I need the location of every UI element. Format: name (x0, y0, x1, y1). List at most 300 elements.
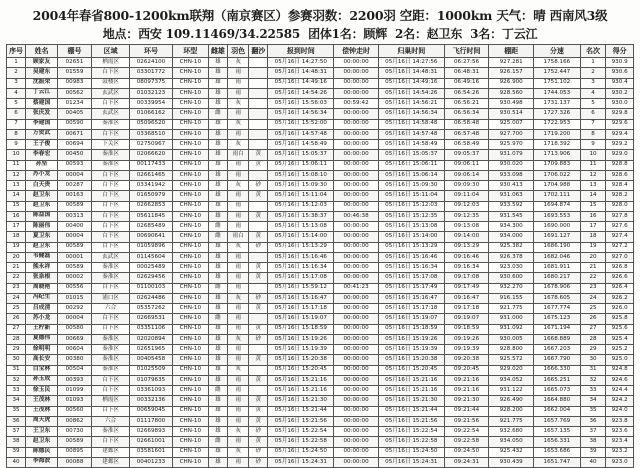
table-cell: 5 (7, 99, 26, 109)
table-cell: CHN-10 (172, 191, 208, 201)
table-cell: 1718.392 (534, 140, 581, 150)
table-cell: 黄 (249, 355, 268, 365)
table-cell: 00:00:00 (334, 304, 379, 314)
table-cell: 00589 (58, 263, 92, 273)
table-cell: 00:00:00 (334, 150, 379, 160)
table-cell: 31 (7, 365, 26, 375)
table-cell: 01059896 (130, 242, 173, 252)
table-cell: 灰 (228, 140, 249, 150)
table-cell: 白下区 (92, 375, 130, 385)
table-cell: 05月16日 14:48:31 (268, 68, 334, 78)
table-row (7, 324, 634, 334)
table-row (7, 345, 634, 355)
table-cell: 00:00:00 (334, 201, 379, 211)
table-cell: 00:00:00 (334, 170, 379, 180)
table-cell: 05月16日 15:18:59 (268, 324, 334, 334)
table-cell: 05月16日 14:54:26 (268, 88, 334, 98)
table-cell: 934.052 (489, 375, 534, 385)
table-cell: CHN-10 (172, 150, 208, 160)
table-row (7, 437, 634, 447)
table-cell: 26 (580, 314, 606, 324)
table-cell: 05月16日 15:21:44 (378, 406, 444, 416)
table-cell: 06:54:26 (444, 88, 489, 98)
table-cell: 1678.605 (534, 293, 581, 303)
table-cell: 09:22:58 (444, 437, 489, 447)
table-cell: 03301772 (130, 68, 173, 78)
table-cell: 00604 (58, 345, 92, 355)
table-cell: 09:17:18 (444, 304, 489, 314)
table-cell: 玄武区 (92, 109, 130, 119)
table-cell: 4 (580, 88, 606, 98)
table-cell: 01099 (58, 386, 92, 396)
table-cell: 00:59:42 (334, 99, 379, 109)
table-cell: 12 (580, 170, 606, 180)
table-cell: 05月16日 15:19:26 (378, 334, 444, 344)
table-cell: 李春宏 (26, 150, 58, 160)
table-cell: 00:00:00 (334, 416, 379, 426)
table-cell: 黄 (249, 304, 268, 314)
table-cell: 11 (7, 160, 26, 170)
table-cell (249, 252, 268, 262)
table-cell: 雄 (208, 427, 227, 437)
table-cell (249, 78, 268, 88)
table-cell: 01093 (58, 396, 92, 406)
table-cell: 15 (580, 201, 606, 211)
table-cell: 秦淮区 (92, 273, 130, 283)
table-cell: 38 (580, 437, 606, 447)
table-cell: 雌 (208, 283, 227, 293)
table-cell: 白下区 (92, 222, 130, 232)
table-cell: 06:58:48 (444, 119, 489, 129)
table-cell: 黄 (249, 375, 268, 385)
table-cell: 00393 (58, 375, 92, 385)
table-cell: 雨 (228, 201, 249, 211)
table-cell: 雨 (228, 324, 249, 334)
table-cell: 09:12:03 (444, 201, 489, 211)
table-cell: CHN-10 (172, 129, 208, 139)
table-cell: 雨 (228, 457, 249, 467)
table-cell: 1678.906 (534, 283, 581, 293)
table-cell: 39 (7, 447, 26, 457)
table-cell: 雨 (228, 416, 249, 426)
table-cell: 00:00:00 (334, 68, 379, 78)
table-cell: 00:00:00 (334, 191, 379, 201)
table-cell: 930.9 (606, 58, 634, 68)
table-cell: 下关区 (92, 140, 130, 150)
table-cell: 02662853 (130, 201, 173, 211)
table-cell: 01234 (58, 99, 92, 109)
table-cell: 01015 (58, 293, 92, 303)
table-cell (249, 365, 268, 375)
table-cell: 00380 (58, 355, 92, 365)
table-cell: 黄 (249, 150, 268, 160)
table-cell: 923.030 (489, 263, 534, 273)
table-cell: 白天贵 (26, 181, 58, 191)
table-cell: 05月16日 14:58:48 (378, 119, 444, 129)
table-cell: 930.514 (489, 109, 534, 119)
table-cell: 黄 (249, 263, 268, 273)
table-cell: 925.6 (606, 324, 634, 334)
table-cell: 40 (580, 457, 606, 467)
table-cell: 1752.447 (534, 68, 581, 78)
table-cell: 雄 (208, 191, 227, 201)
table-cell: 1704.988 (534, 181, 581, 191)
table-cell: 03361093 (130, 386, 173, 396)
document-title: 2004年春省800-1200km联翔（南京赛区）参赛羽数：2200羽 空距：1000km 天气：晴 西南风3级 (32, 8, 608, 23)
table-cell: CHN-10 (172, 242, 208, 252)
table-cell: 923.0 (606, 457, 634, 467)
table-cell: 05月16日 15:20:45 (378, 365, 444, 375)
table-cell: 雄 (208, 201, 227, 211)
table-cell: 05月16日 14:49:16 (378, 78, 444, 88)
table-cell: 雨 (228, 191, 249, 201)
table-cell: 雨 (228, 160, 249, 170)
table-cell: 灰 (228, 365, 249, 375)
table-cell: 35 (7, 406, 26, 416)
table-cell: CHN-10 (172, 437, 208, 447)
table-cell: 00:00:00 (334, 386, 379, 396)
table-cell: 928.800 (489, 345, 534, 355)
table-cell: 06:57:48 (444, 129, 489, 139)
column-header: 得分 (606, 45, 634, 58)
table-cell: 00:00:00 (334, 447, 379, 457)
table-cell: 雄 (208, 140, 227, 150)
table-row (7, 365, 634, 375)
table-cell: 05月16日 14:56:34 (378, 109, 444, 119)
table-cell: 00:46:38 (334, 211, 379, 221)
table-cell: 05月16日 15:20:45 (268, 365, 334, 375)
table-cell (249, 283, 268, 293)
table-cell: 928.8 (606, 160, 634, 170)
table-cell (249, 99, 268, 109)
table-cell: 陈益国 (26, 211, 58, 221)
table-cell: 冯纪生 (26, 293, 58, 303)
table-cell: 926.900 (489, 78, 534, 88)
table-cell: 23 (7, 283, 26, 293)
table-cell: 923.2 (606, 447, 634, 457)
table-cell: CHN-10 (172, 263, 208, 273)
table-cell: 01079635 (130, 375, 173, 385)
table-cell: 黄 (249, 232, 268, 242)
table-cell: 05月16日 15:20:38 (268, 355, 334, 365)
table-cell: 6 (7, 109, 26, 119)
table-cell: 05月16日 15:17:08 (268, 273, 334, 283)
table-cell: 09:21:56 (444, 416, 489, 426)
table-cell: 1751.102 (534, 78, 581, 88)
table-row (7, 334, 634, 344)
table-cell: 王柠新 (26, 324, 58, 334)
table-cell: 931.079 (489, 150, 534, 160)
column-header: 报到时间 (268, 45, 334, 58)
table-cell: 05月16日 15:59:12 (268, 283, 334, 293)
table-cell: 六合 (92, 304, 130, 314)
table-row (7, 283, 634, 293)
table-cell: 929.6 (606, 119, 634, 129)
table-cell (249, 170, 268, 180)
table-row (7, 355, 634, 365)
table-cell: 05月16日 15:16:47 (268, 293, 334, 303)
table-cell: CHN-10 (172, 170, 208, 180)
table-cell: 雄 (208, 181, 227, 191)
table-cell: 05月16日 15:11:04 (378, 191, 444, 201)
table-cell (249, 109, 268, 119)
table-cell: 00:00:00 (334, 324, 379, 334)
table-cell: 00:00:00 (334, 355, 379, 365)
table-cell: 05月16日 15:12:35 (378, 211, 444, 221)
table-cell: 05月16日 15:17:49 (378, 283, 444, 293)
table-cell: 00:00:00 (334, 242, 379, 252)
table-cell: 雄 (208, 396, 227, 406)
table-cell: 20 (580, 252, 606, 262)
table-cell: 925.970 (489, 140, 534, 150)
table-cell: 1690.000 (534, 222, 581, 232)
table-cell: 03368510 (130, 129, 173, 139)
table-cell: 秦淮区 (92, 119, 130, 129)
table-row (7, 88, 634, 98)
table-cell: 白下区 (92, 129, 130, 139)
table-cell: 923.4 (606, 437, 634, 447)
table-cell: 25 (7, 304, 26, 314)
table-cell: 921.775 (489, 304, 534, 314)
table-cell: 7 (7, 119, 26, 129)
table-cell: 雨 (228, 406, 249, 416)
table-cell: 05月16日 14:58:49 (378, 140, 444, 150)
table-cell: 浦口区 (92, 293, 130, 303)
table-cell: 931.122 (489, 386, 534, 396)
table-cell: 吴建东 (26, 68, 58, 78)
table-cell: 夏德伟 (26, 334, 58, 344)
table-cell: CHN-10 (172, 119, 208, 129)
table-cell: 930.0 (606, 99, 634, 109)
table-cell: 00:41:23 (334, 283, 379, 293)
table-cell: 灰 (228, 447, 249, 457)
table-cell: 05月16日 15:18:59 (378, 324, 444, 334)
table-cell: 19 (580, 242, 606, 252)
column-header: 飞行时间 (444, 45, 489, 58)
column-header: 姓名 (26, 45, 58, 58)
table-cell: 00:00:00 (334, 88, 379, 98)
table-cell: 00313 (58, 211, 92, 221)
table-cell: 沈振荣 (26, 78, 58, 88)
table-cell: 雄 (208, 273, 227, 283)
table-cell: 05月16日 15:21:16 (378, 386, 444, 396)
table-cell: 06:48:31 (444, 68, 489, 78)
table-cell: CHN-10 (172, 78, 208, 88)
table-cell: CHN-10 (172, 222, 208, 232)
table-cell: CHN-10 (172, 109, 208, 119)
table-cell: 27 (580, 324, 606, 334)
table-cell: 928.200 (489, 406, 534, 416)
table-cell: 928.560 (489, 88, 534, 98)
table-cell: 23 (580, 283, 606, 293)
table-cell: 00:00:00 (334, 314, 379, 324)
table-row (7, 252, 634, 262)
table-cell: 33 (7, 386, 26, 396)
column-header: 名次 (580, 45, 606, 58)
table-cell: 05月16日 14:56:34 (268, 109, 334, 119)
table-cell: 00287 (58, 181, 92, 191)
table-cell: 雄 (208, 416, 227, 426)
table-cell: CHN-10 (172, 396, 208, 406)
table-cell: 05月16日 15:16:34 (378, 263, 444, 273)
table-cell: 28 (580, 334, 606, 344)
column-header: 环型 (172, 45, 208, 58)
table-cell: 16 (7, 211, 26, 221)
table-row (7, 406, 634, 416)
table-cell: 32 (7, 375, 26, 385)
table-cell: 09:24:31 (444, 457, 489, 467)
table-cell: 雨 (228, 129, 249, 139)
table-cell: 8 (580, 129, 606, 139)
table-cell: 925.2 (606, 345, 634, 355)
table-cell: 05月16日 15:17:18 (268, 304, 334, 314)
table-cell: 雄 (208, 129, 227, 139)
table-cell: 雌 (208, 314, 227, 324)
table-cell: 建邺区 (92, 457, 130, 467)
table-cell: 925.8 (606, 314, 634, 324)
table-cell: 雌 (208, 109, 227, 119)
table-cell: CHN-10 (172, 293, 208, 303)
table-cell: 雨 (228, 396, 249, 406)
table-cell: 927.6 (606, 222, 634, 232)
table-cell: 09:21:44 (444, 406, 489, 416)
table-cell: 雄 (208, 58, 227, 68)
table-cell: 932.680 (489, 427, 534, 437)
table-cell: 929.020 (489, 365, 534, 375)
table-cell: 928.4 (606, 181, 634, 191)
table-cell: 20 (7, 252, 26, 262)
table-cell: 05月16日 15:21:16 (268, 375, 334, 385)
table-cell: 1665.073 (534, 386, 581, 396)
table-cell: 09:19:07 (444, 314, 489, 324)
table-row (7, 273, 634, 283)
table-cell: 00589 (58, 242, 92, 252)
column-header: 环号 (130, 45, 173, 58)
table-cell: 1665.251 (534, 375, 581, 385)
table-cell: 01100103 (130, 283, 173, 293)
table-cell: 08097375 (130, 78, 173, 88)
table-cell: CHN-10 (172, 160, 208, 170)
table-cell: 934.300 (489, 222, 534, 232)
table-cell: 灰 (228, 119, 249, 129)
table-cell: 1657.135 (534, 427, 581, 437)
table-cell: 雌 (208, 386, 227, 396)
table-cell: 35 (580, 406, 606, 416)
table-cell: 05月16日 15:19:39 (378, 345, 444, 355)
table-cell: 雨 (228, 109, 249, 119)
table-body (7, 58, 634, 468)
table-cell: 白下区 (92, 406, 130, 416)
table-cell: 930.6 (606, 68, 634, 78)
table-cell: 雄 (208, 119, 227, 129)
table-cell: 21 (7, 263, 26, 273)
table-row (7, 314, 634, 324)
table-cell: 雄 (208, 88, 227, 98)
table-cell: 39 (580, 447, 606, 457)
table-cell: CHN-10 (172, 386, 208, 396)
table-cell: 玄武区 (92, 88, 130, 98)
table-cell: 09:05:37 (444, 150, 489, 160)
table-cell: 02066620 (130, 150, 173, 160)
column-header: 序号 (7, 45, 26, 58)
table-cell: 孙玉成 (26, 375, 58, 385)
table-cell: 12 (7, 170, 26, 180)
table-cell: 05月16日 15:22:54 (378, 427, 444, 437)
table-cell: 00562 (58, 88, 92, 98)
table-cell (249, 386, 268, 396)
table-cell: 1 (7, 58, 26, 68)
table-cell: 蔡建国 (26, 99, 58, 109)
table-cell: 砂 (249, 334, 268, 344)
table-cell: CHN-10 (172, 58, 208, 68)
table-cell: 00:00:00 (334, 396, 379, 406)
table-cell: CHN-10 (172, 355, 208, 365)
table-cell: CHN-10 (172, 427, 208, 437)
table-cell: 砂 (249, 293, 268, 303)
table-cell: 02651 (58, 58, 92, 68)
table-cell: 白下区 (92, 242, 130, 252)
table-cell: 1719.200 (534, 129, 581, 139)
table-cell: 雄 (208, 150, 227, 160)
table-cell: 1677.774 (534, 304, 581, 314)
table-cell: 01117800 (130, 416, 173, 426)
table-cell: 09:06:14 (444, 170, 489, 180)
table-cell: 00:00:00 (334, 109, 379, 119)
table-cell: 王茂林 (26, 396, 58, 406)
table-cell: CHN-10 (172, 211, 208, 221)
table-cell: 06:58:49 (444, 140, 489, 150)
table-cell: 05月16日 14:57:48 (378, 129, 444, 139)
table-cell: 930.413 (489, 181, 534, 191)
table-cell: 雨 (228, 355, 249, 365)
table-cell: 926.2 (606, 293, 634, 303)
table-cell: 灰 (228, 58, 249, 68)
table-cell: CHN-10 (172, 99, 208, 109)
table-cell: 924.8 (606, 365, 634, 375)
table-cell: CHN-10 (172, 375, 208, 385)
table-cell: 雨 (228, 375, 249, 385)
table-cell: 6 (580, 109, 606, 119)
table-cell: 00:00:00 (334, 232, 379, 242)
table-cell (249, 201, 268, 211)
table-cell: 孙坚 (26, 160, 58, 170)
column-header: 雌雄 (208, 45, 227, 58)
table-cell: 05月16日 15:16:47 (378, 293, 444, 303)
table-cell: 00504 (58, 365, 92, 375)
table-cell: 白下区 (92, 191, 130, 201)
table-cell: 00001 (58, 252, 92, 262)
table-cell: 05月16日 15:21:16 (268, 386, 334, 396)
table-cell: 苏小龙 (26, 314, 58, 324)
table-cell: 白下区 (92, 437, 130, 447)
table-cell: 934.050 (489, 437, 534, 447)
table-cell: 00400 (58, 222, 92, 232)
table-cell: 00:00:00 (334, 129, 379, 139)
table-cell: 雨 (228, 273, 249, 283)
table-cell: 1680.217 (534, 273, 581, 283)
table-cell: 雄 (208, 170, 227, 180)
location-text: 地点：西安 109.11469/34.22585 (102, 27, 301, 41)
table-cell: 赵卫东 (26, 191, 58, 201)
results-table (6, 44, 634, 468)
table-cell: 2 (580, 68, 606, 78)
table-cell: CHN-10 (172, 447, 208, 457)
table-cell: 03351106 (130, 324, 173, 334)
table-cell: 灰 (228, 427, 249, 437)
table-cell: 雄 (208, 345, 227, 355)
table-cell: 雨白 (228, 150, 249, 160)
table-cell: CHN-10 (172, 201, 208, 211)
